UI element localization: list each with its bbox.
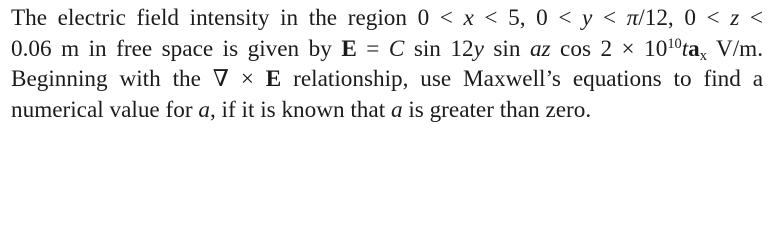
vector-E: E (341, 35, 357, 62)
problem-line-2 (11, 34, 763, 65)
line3-text-a: Beginning with the ∇ × (11, 66, 266, 93)
line4-text-b: , if it is known that (209, 96, 391, 123)
line1-text-b: < 5, 0 < (473, 5, 583, 31)
line2-text-d: sin (483, 35, 530, 62)
variable-a-2: a (390, 96, 403, 123)
vector-E-2: E (265, 66, 282, 93)
subscript-x: x (699, 47, 707, 64)
line1-text-a: The electric field intensity in the region 0 < (11, 5, 464, 31)
variable-y: y (582, 5, 593, 31)
variable-y-2: y (473, 35, 484, 62)
line1-text-d: /12, 0 < (638, 5, 731, 31)
line1-text-c: < (592, 5, 627, 31)
line1-text-e: < (739, 5, 763, 31)
problem-line-3 (11, 64, 763, 95)
line2-text-a: 0.06 m in free space is given by (11, 35, 342, 62)
line4-text-a: numerical value for (11, 96, 199, 123)
variable-C: C (388, 35, 405, 62)
variable-a: a (198, 96, 210, 123)
line2-text-f: V/m. (706, 35, 764, 62)
problem-line-4 (11, 95, 763, 126)
problem-line-1 (11, 3, 763, 34)
variable-az: az (529, 35, 551, 62)
line4-text-c: is greater than zero. (402, 96, 592, 123)
variable-t: t (681, 35, 689, 62)
problem-statement (11, 3, 763, 125)
unit-vector-a: a (688, 35, 700, 62)
line2-text-e: cos 2 × 10 (550, 35, 668, 62)
line2-text-b: = (356, 35, 389, 62)
line2-text-c: sin 12 (404, 35, 474, 62)
line3-text-b: relationship, use Maxwell’s equations to find a (281, 66, 763, 93)
variable-x: x (463, 5, 474, 31)
variable-z: z (730, 5, 740, 31)
pi-symbol: π (626, 5, 639, 31)
exponent-10: 10 (667, 35, 682, 52)
